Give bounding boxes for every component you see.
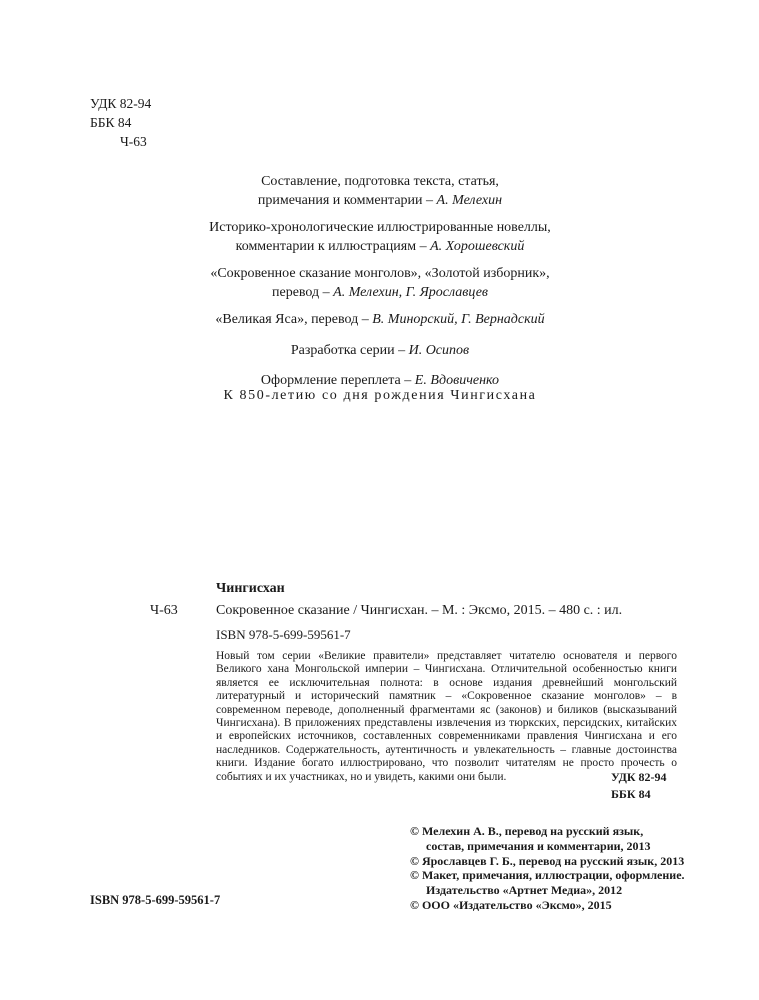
udk-code: УДК 82-94	[90, 96, 152, 111]
bibliographic-code: Ч-63	[150, 603, 178, 618]
dedication: К 850-летию со дня рождения Чингисхана	[223, 388, 537, 403]
bibliographic-classification	[611, 769, 667, 803]
bibliographic-author: Чингисхан	[216, 581, 285, 596]
bibliographic-title: Сокровенное сказание / Чингисхан. – М. : Эксмо, 2015. – 480 с. : ил.	[216, 603, 623, 618]
credit-person: И. Осипов	[408, 342, 470, 358]
credit-role: примечания и комментарии –	[257, 192, 437, 208]
author-code: Ч-63	[120, 134, 147, 149]
classification-codes	[90, 94, 151, 151]
copyright-line: состав, примечания и комментарии, 2013	[426, 838, 651, 853]
copyright-line: © Ярославцев Г. Б., перевод на русский язык, 2013	[410, 853, 685, 868]
credit-role: «Великая Яса», перевод –	[215, 312, 373, 327]
credit-line: «Сокровенное сказание монголов», «Золотой изборник»,	[210, 266, 550, 281]
credit-person: В. Минорский, Г. Вернадский	[372, 312, 545, 327]
credit-role: Разработка серии –	[290, 342, 409, 358]
copyright-line: © Мелехин А. В., перевод на русский язык,	[410, 824, 644, 838]
credit-line	[180, 192, 580, 211]
credit-person: А. Мелехин	[436, 192, 503, 208]
credit-yasa	[180, 311, 580, 330]
credit-series	[180, 342, 580, 361]
copyright-block	[410, 824, 710, 913]
credit-line: Составление, подготовка текста, статья,	[261, 174, 499, 189]
credit-person: А. Хорошевский	[430, 238, 525, 254]
credit-role: Оформление переплета –	[260, 373, 415, 388]
bbk-code: ББК 84	[611, 787, 651, 801]
isbn-footer: ISBN 978-5-699-59561-7	[90, 893, 221, 907]
credit-line	[180, 284, 580, 303]
copyright-line: Издательство «Артнет Медиа», 2012	[426, 883, 623, 898]
credit-person: Е. Вдовиченко	[414, 373, 500, 388]
credit-role: перевод –	[272, 284, 334, 300]
bbk-code: ББК 84	[90, 115, 132, 130]
credit-line: Историко-хронологические иллюстрированные новеллы,	[209, 220, 551, 235]
udk-code: УДК 82-94	[611, 770, 667, 784]
credits-section	[180, 173, 580, 400]
credit-role: комментарии к иллюстрациям –	[235, 238, 431, 254]
credit-novellas	[180, 219, 580, 256]
credit-person: А. Мелехин, Г. Ярославцев	[333, 284, 488, 300]
credit-translation	[180, 265, 580, 302]
bibliographic-isbn: ISBN 978-5-699-59561-7	[216, 627, 351, 642]
credit-compilation	[180, 173, 580, 210]
credit-line	[180, 238, 580, 257]
book-abstract: Новый том серии «Великие правители» представляет читателю основателя и первого Великого хана Монгольской империи – Чингисхана. Отличительной особенностью книги является ее исключительная полнота: в основе издания древнейший монгольский литературный и исторический памятник – «Сокровенное сказание монголов» – в современном переводе, дополненный фрагментами яс (законов) и биликов (высказываний Чингисхана). В приложениях представлены извлечения из тюркских, персидских, китайских и европейских источников, составленных современниками правления Чингисхана и его наследников. Содержательность, аутентичность и увлекательность – главные достоинства книги. Издание богато иллюстрировано, что позволит читателям не просто прочесть о событиях и их участниках, но и увидеть, какими они были.	[216, 650, 677, 783]
copyright-line: © Макет, примечания, иллюстрации, оформление.	[410, 868, 685, 883]
copyright-line: © ООО «Издательство «Эксмо», 2015	[410, 897, 612, 912]
